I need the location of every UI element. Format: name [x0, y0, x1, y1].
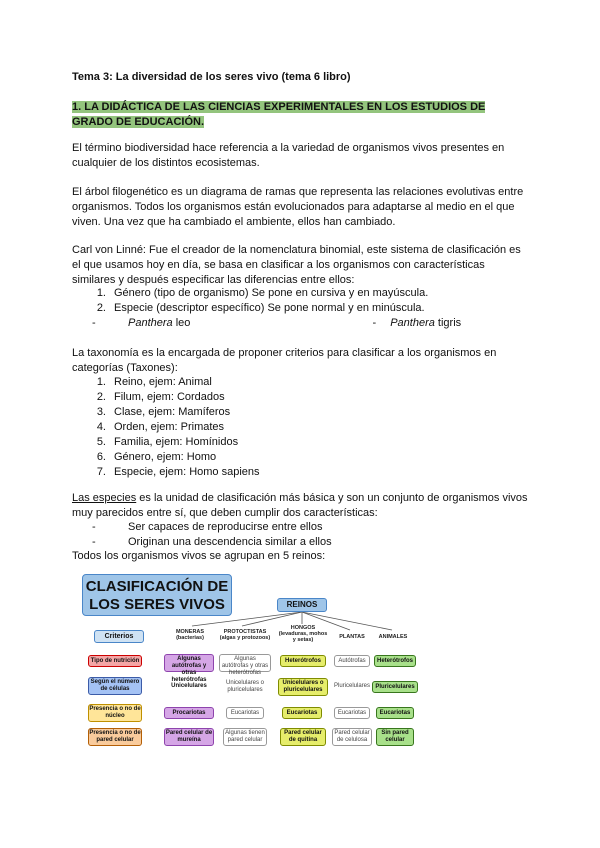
moneras-pared: Pared celular de mureína — [164, 728, 214, 746]
kingdom-header-moneras: MONERAS (bacterias) — [175, 629, 205, 641]
kingdom-header-protoctistas: PROTOCTISTAS (algas y protozoos) — [219, 629, 271, 641]
section-heading — [72, 100, 502, 130]
kingdom-header-hongos: HONGOS (levaduras, mohos y setas) — [278, 625, 328, 643]
protoctistas-nucleo: Eucariotas — [226, 707, 264, 719]
document-title: Tema 3: La diversidad de los seres vivo (tema 6 libro) — [72, 71, 351, 83]
animales-pared: Sin pared celular — [376, 728, 414, 746]
plantas-nucleo: Eucariotas — [334, 707, 370, 719]
taxa-list — [72, 375, 260, 480]
reinos-box: REINOS — [277, 598, 327, 612]
animales-nutricion: Heterótrofos — [374, 655, 416, 667]
protoctistas-nutricion: Algunas autótrofas y otras heterótrofas — [219, 654, 271, 672]
hongos-nucleo: Eucariotas — [282, 707, 322, 719]
animales-nucleo: Eucariotas — [376, 707, 414, 719]
section-heading-text: 1. LA DIDÁCTICA DE LAS CIENCIAS EXPERIMENTALES EN LOS ESTUDIOS DE GRADO DE EDUCACIÓN. — [72, 101, 486, 128]
hongos-pared: Pared celular de quitina — [280, 728, 326, 746]
paragraph-reinos: Todos los organismos vivos se agrupan en 5 reinos: — [72, 550, 326, 562]
diagram-title: CLASIFICACIÓN DE LOS SERES VIVOS — [82, 574, 232, 616]
list-item: 1. Género (tipo de organismo) Se pone en cursiva y en mayúscula. — [96, 287, 429, 299]
criterios-box: Criterios — [94, 630, 144, 643]
paragraph-especies: Las especies es la unidad de clasificación más básica y son un conjunto de organismos vivos muy parecidos entre sí, que deben cumplir dos características: — [72, 492, 528, 519]
criteria-celulas: Según el número de células — [88, 677, 142, 695]
criteria-nutricion: Tipo de nutrición — [88, 655, 142, 667]
classification-diagram — [82, 574, 422, 743]
paragraph-taxonomia: La taxonomía es la encargada de proponer criterios para clasificar a los organismos en categorías (Taxones): — [72, 347, 497, 374]
kingdom-header-animales: ANIMALES — [378, 634, 408, 640]
list-item: 3. Clase, ejem: Mamíferos — [96, 406, 231, 418]
protoctistas-celulas: Unicelulares o pluricelulares — [225, 680, 265, 693]
hongos-nutricion: Heterótrofos — [280, 655, 326, 667]
kingdom-header-plantas: PLANTAS — [339, 634, 365, 640]
list-item: - Ser capaces de reproducirse entre ellos — [92, 521, 323, 533]
list-item: 6. Género, ejem: Homo — [96, 451, 217, 463]
list-item: 2. Especie (descriptor específico) Se pone normal y en minúscula. — [96, 302, 425, 314]
list-item: - Originan una descendencia similar a ellos — [92, 536, 332, 548]
criteria-pared: Presencia o no de pared celular — [88, 728, 142, 746]
list-item: 1. Reino, ejem: Animal — [96, 376, 212, 388]
hongos-celulas: Unicelulares o pluricelulares — [278, 678, 328, 696]
list-item: 4. Orden, ejem: Primates — [96, 421, 225, 433]
moneras-nutricion: Algunas autótrofas y otras heterótrofas — [164, 654, 214, 672]
plantas-celulas: Pluricelulares — [333, 683, 370, 689]
paragraph-biodiversidad: El término biodiversidad hace referencia a la variedad de organismos vivos presentes en cualquier de los distintos ecosistemas. — [72, 142, 505, 169]
protoctistas-pared: Algunas tienen pared celular — [223, 728, 267, 746]
moneras-nucleo: Procariotas — [164, 707, 214, 719]
especie-list — [72, 520, 332, 550]
paragraph-arbol: El árbol filogenético es un diagrama de ramas que representa las relaciones evolutivas entre organismos. Todos los organismos están evolucionados para adaptarse al medio en el que viven. Una vez que ha cambiado el ambiente, ellos han cambiado. — [72, 186, 524, 228]
list-item: 5. Familia, ejem: Homínidos — [96, 436, 239, 448]
animales-celulas: Pluricelulares — [372, 681, 418, 693]
linne-list — [72, 286, 461, 331]
plantas-pared: Pared celular de celulosa — [332, 728, 372, 746]
panthera-examples: - Panthera leo - Panthera tigris — [92, 317, 462, 329]
list-item: 7. Especie, ejem: Homo sapiens — [96, 466, 260, 478]
moneras-celulas: Unicelulares — [171, 683, 207, 689]
plantas-nutricion: Autótrofas — [334, 655, 370, 667]
criteria-nucleo: Presencia o no de núcleo — [88, 704, 142, 722]
list-item: 2. Filum, ejem: Cordados — [96, 391, 225, 403]
paragraph-linne: Carl von Linné: Fue el creador de la nomenclatura binomial, este sistema de clasificación es el que usamos hoy en día, se basa en clasificar a los organismos con características similares y después especificar las diferencias entre ellos: — [72, 244, 521, 286]
